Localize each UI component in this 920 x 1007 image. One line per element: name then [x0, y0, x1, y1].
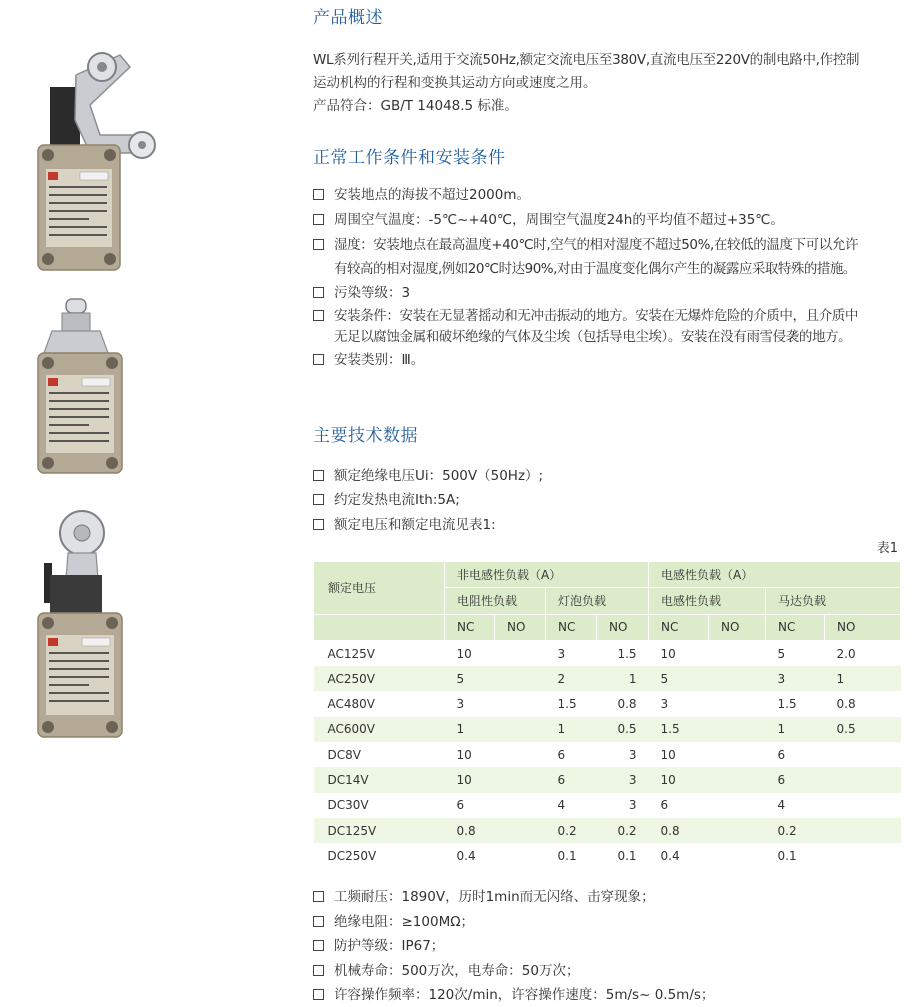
table-cell: 1.5: [597, 640, 649, 666]
row-voltage: AC250V: [314, 666, 445, 691]
product-image-plunger: [30, 295, 170, 480]
row-voltage: AC125V: [314, 640, 445, 666]
section-title-tech: 主要技术数据: [313, 426, 418, 446]
header-no: NO: [495, 614, 546, 640]
table-cell: [495, 742, 546, 767]
table-cell: [825, 767, 901, 792]
table-cell: [709, 742, 766, 767]
table-row: [314, 666, 901, 691]
table-cell: 3: [766, 666, 825, 691]
row-voltage: DC30V: [314, 793, 445, 818]
checkbox-icon: [313, 287, 324, 298]
header-nc: NC: [766, 614, 825, 640]
row-voltage: DC250V: [314, 843, 445, 868]
row-voltage: AC600V: [314, 717, 445, 742]
checkbox-icon: [313, 989, 324, 1000]
header-no: NO: [597, 614, 649, 640]
spec-item: 工频耐压：1890V，历时1min而无闪络、击穿现象；: [313, 886, 908, 909]
table-cell: 1: [546, 717, 597, 742]
header-group-noninductive: 非电感性负载（A）: [445, 562, 649, 588]
checkbox-icon: [313, 310, 324, 321]
table-row: [314, 843, 901, 868]
header-sub-resistive: 电阻性负载: [445, 588, 546, 614]
row-voltage: DC14V: [314, 767, 445, 792]
section-title-conditions: 正常工作条件和安装条件: [313, 148, 506, 168]
overview-line-1: WL系列行程开关,适用于交流50Hz,额定交流电压至380V,直流电压至220V的制电路中,作控制: [313, 52, 860, 68]
table-cell: [709, 818, 766, 843]
table-cell: [495, 717, 546, 742]
table-row: [314, 717, 901, 742]
condition-item: 污染等级：3: [313, 282, 908, 305]
table-row: [314, 691, 901, 716]
table-cell: 0.4: [445, 843, 495, 868]
table-cell: 6: [649, 793, 709, 818]
table-cell: 0.8: [825, 691, 901, 716]
checkbox-icon: [313, 519, 324, 530]
table-row: [314, 640, 901, 666]
checkbox-icon: [313, 891, 324, 902]
condition-item: 安装地点的海拔不超过2000m。: [313, 184, 908, 207]
table-cell: 0.1: [766, 843, 825, 868]
checkbox-icon: [313, 470, 324, 481]
table-cell: [495, 793, 546, 818]
plunger-tip: [66, 299, 86, 313]
table-cell: [495, 666, 546, 691]
plunger-head: [44, 331, 108, 353]
header-nc: NC: [649, 614, 709, 640]
table-cell: 10: [445, 742, 495, 767]
header-sub-lamp: 灯泡负载: [546, 588, 649, 614]
header-no: NO: [709, 614, 766, 640]
table-cell: 3: [597, 742, 649, 767]
table-row: [314, 793, 901, 818]
table-cell: [495, 843, 546, 868]
checkbox-icon: [313, 189, 324, 200]
table-cell: 5: [649, 666, 709, 691]
checkbox-icon: [313, 354, 324, 365]
table-cell: 0.8: [649, 818, 709, 843]
table-body: [314, 640, 901, 868]
spec-item: 机械寿命：500万次，电寿命：50万次；: [313, 960, 908, 983]
table-cell: 0.2: [597, 818, 649, 843]
spec-item: 许容操作频率：120次/min，许容操作速度：5m/s~ 0.5m/s；: [313, 984, 908, 1007]
header-rated-voltage: 额定电压: [314, 562, 445, 615]
table-cell: 1.5: [546, 691, 597, 716]
checkbox-icon: [313, 965, 324, 976]
product-image-roller-plunger: [30, 505, 170, 745]
table-cell: 0.1: [546, 843, 597, 868]
table-cell: 2.0: [825, 640, 901, 666]
table-cell: 1: [445, 717, 495, 742]
product-image-roller-lever: [30, 45, 170, 280]
table-row: [314, 742, 901, 767]
table-cell: [495, 818, 546, 843]
table-cell: 5: [445, 666, 495, 691]
tech-item: 约定发热电流Ith:5A;: [313, 489, 908, 512]
header-nc: NC: [546, 614, 597, 640]
table-cell: 6: [546, 742, 597, 767]
spec-item: 防护等级：IP67；: [313, 935, 908, 958]
table-cell: 0.5: [825, 717, 901, 742]
tech-item: 额定绝缘电压Ui：500V（50Hz）;: [313, 465, 908, 488]
table-row: [314, 818, 901, 843]
condition-item: 安装类别：Ⅲ。: [313, 349, 908, 372]
table-cell: 0.8: [445, 818, 495, 843]
table-cell: 1: [597, 666, 649, 691]
checkbox-icon: [313, 916, 324, 927]
table-cell: 6: [766, 767, 825, 792]
table-cell: 10: [649, 767, 709, 792]
overview-line-2: 运动机构的行程和变换其运动方向或速度之用。: [313, 75, 597, 91]
table-cell: [709, 767, 766, 792]
table-cell: 2: [546, 666, 597, 691]
table-cell: 10: [445, 767, 495, 792]
table-cell: 0.5: [597, 717, 649, 742]
condition-item-continued: 有较高的相对湿度,例如20℃时达90%,对由于温度变化偶尔产生的凝露应采取特殊的措施。: [334, 261, 856, 277]
table-cell: 3: [546, 640, 597, 666]
table-cell: 6: [445, 793, 495, 818]
condition-item-continued: 无足以腐蚀金属和破坏绝缘的气体及尘埃（包括导电尘埃）。安装在没有雨雪侵袭的地方。: [334, 329, 852, 345]
table-cell: 10: [649, 742, 709, 767]
table-cell: [709, 717, 766, 742]
header-sub-motor: 马达负载: [766, 588, 901, 614]
table-cell: [709, 640, 766, 666]
table-cell: 0.2: [766, 818, 825, 843]
checkbox-icon: [313, 494, 324, 505]
table-cell: [825, 818, 901, 843]
table-cell: 0.4: [649, 843, 709, 868]
table-cell: 4: [546, 793, 597, 818]
table-cell: [825, 742, 901, 767]
nameplate: [46, 635, 114, 715]
header-sub-inductive: 电感性负载: [649, 588, 766, 614]
table-cell: [709, 666, 766, 691]
table-cell: 10: [649, 640, 709, 666]
table-cell: [495, 640, 546, 666]
header-group-inductive: 电感性负载（A）: [649, 562, 901, 588]
overview-line-3: 产品符合：GB/T 14048.5 标准。: [313, 98, 518, 114]
header-nc: NC: [445, 614, 495, 640]
table-cell: 3: [597, 793, 649, 818]
table-cell: 4: [766, 793, 825, 818]
checkbox-icon: [313, 214, 324, 225]
row-voltage: AC480V: [314, 691, 445, 716]
table-cell: [495, 691, 546, 716]
checkbox-icon: [313, 239, 324, 250]
table-caption: 表1: [876, 541, 898, 556]
condition-item: 周围空气温度：-5℃~+40℃，周围空气温度24h的平均值不超过+35℃。: [313, 209, 908, 232]
table-cell: 0.2: [546, 818, 597, 843]
table-cell: 3: [445, 691, 495, 716]
table-cell: [825, 793, 901, 818]
table-cell: [709, 793, 766, 818]
table-cell: [709, 843, 766, 868]
spec-item: 绝缘电阻：≥100MΩ；: [313, 911, 908, 934]
overview-text: [313, 49, 908, 118]
table-cell: 1.5: [649, 717, 709, 742]
rating-table: [313, 561, 901, 869]
condition-item: 湿度：安装地点在最高温度+40℃时,空气的相对湿度不超过50%,在较低的温度下可以允许: [313, 234, 908, 257]
condition-item: 安装条件：安装在无显著摇动和无冲击振动的地方。安装在无爆炸危险的介质中，且介质中: [313, 305, 908, 328]
tech-item: 额定电压和额定电流见表1:: [313, 514, 908, 537]
table-cell: [495, 767, 546, 792]
row-voltage: DC8V: [314, 742, 445, 767]
table-row: [314, 767, 901, 792]
table-cell: 10: [445, 640, 495, 666]
checkbox-icon: [313, 940, 324, 951]
table-cell: 5: [766, 640, 825, 666]
table-cell: 3: [597, 767, 649, 792]
table-cell: 1.5: [766, 691, 825, 716]
header-no: NO: [825, 614, 901, 640]
table-cell: [825, 843, 901, 868]
table-cell: 0.8: [597, 691, 649, 716]
table-cell: 0.1: [597, 843, 649, 868]
table-cell: 6: [766, 742, 825, 767]
actuator-head: [50, 575, 102, 615]
table-cell: [709, 691, 766, 716]
table-cell: 1: [825, 666, 901, 691]
table-cell: 3: [649, 691, 709, 716]
table-cell: 1: [766, 717, 825, 742]
table-cell: 6: [546, 767, 597, 792]
row-voltage: DC125V: [314, 818, 445, 843]
section-title-overview: 产品概述: [313, 8, 383, 28]
